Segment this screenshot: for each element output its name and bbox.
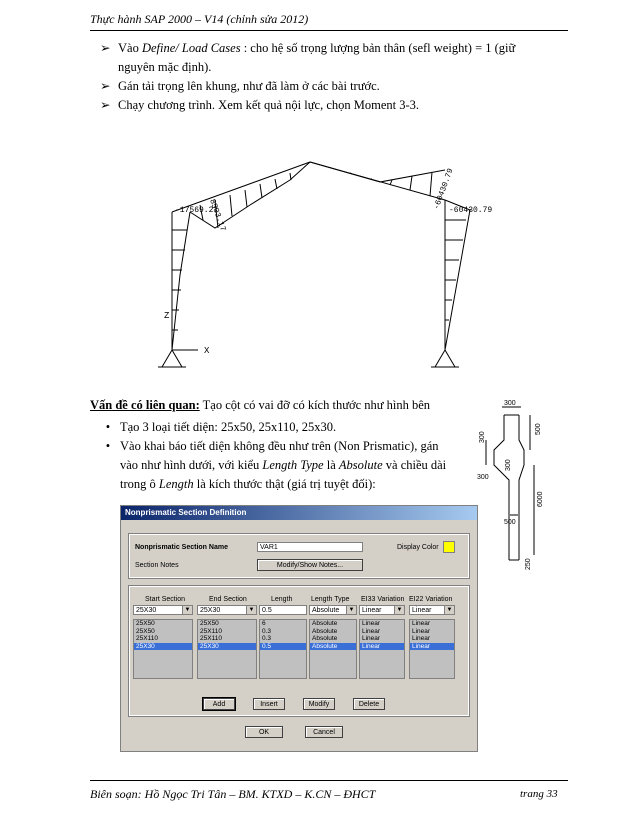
arrow-bullet-icon: ➢: [100, 41, 111, 55]
column-sketch: [474, 395, 564, 575]
name-group: [129, 534, 469, 578]
modify-button[interactable]: Modify: [303, 698, 335, 710]
arrow-bullet-icon: ➢: [100, 98, 111, 112]
section-name-label: Nonprismatic Section Name: [135, 544, 228, 551]
column-outline-left: [494, 415, 509, 560]
end-section-list[interactable]: [197, 619, 257, 679]
dot-bullet-icon: •: [105, 420, 111, 434]
axis-x-label: X: [204, 346, 210, 356]
ok-button[interactable]: OK: [245, 726, 283, 738]
moment-label: -60430.79: [432, 167, 456, 212]
start-section-list[interactable]: [133, 619, 193, 679]
axis-z-label: Z: [164, 311, 170, 321]
col-header: End Section: [209, 596, 247, 603]
end-section-select[interactable]: 25X30 ▼: [197, 605, 257, 615]
section-heading: Vấn đề có liên quan:: [90, 398, 200, 412]
section-heading-line: Vấn đề có liên quan: Tạo cột có vai đỡ có kích thước như hình bên: [90, 398, 431, 412]
list-item[interactable]: 25X50: [200, 620, 219, 627]
bullet-item: ➢ Gán tải trọng lên khung, như đã làm ở các bài trước.: [100, 77, 565, 96]
list-item[interactable]: Absolute: [312, 627, 338, 635]
delete-button[interactable]: Delete: [353, 698, 385, 710]
list-item-selected[interactable]: 25X30: [134, 643, 192, 651]
chevron-down-icon[interactable]: ▼: [346, 606, 356, 614]
modify-notes-button[interactable]: Modify/Show Notes...: [257, 559, 363, 571]
list-item[interactable]: Linear: [362, 635, 381, 643]
list-item[interactable]: Linear: [412, 635, 431, 643]
list-item-selected[interactable]: 25X30: [198, 643, 256, 651]
dim-label: 250: [525, 558, 532, 570]
list-item: • Vào khai báo tiết diện không đều như trên (Non Prismatic), gán: [96, 437, 466, 456]
length-input[interactable]: 0.5: [259, 605, 307, 615]
dim-label: 500: [535, 423, 542, 435]
ei22-list[interactable]: [409, 619, 455, 679]
col-header: Start Section: [145, 596, 186, 603]
list-item[interactable]: 25X110: [136, 635, 158, 643]
chevron-down-icon[interactable]: ▼: [394, 606, 404, 614]
start-section-select[interactable]: 25X30 ▼: [133, 605, 193, 615]
list-item[interactable]: 6: [262, 620, 266, 627]
list-item-continuation: vào như hình dưới, với kiểu Length Type là Absolute và chiều dài: [120, 458, 447, 472]
chevron-down-icon[interactable]: ▼: [246, 606, 256, 614]
bullet-item: ➢ Chạy chương trình. Xem kết quả nội lực, chọn Moment 3-3.: [100, 96, 565, 115]
list-item-selected[interactable]: 0.5: [260, 643, 306, 651]
dim-label: 300: [479, 431, 486, 443]
pin-support-right: [431, 350, 459, 367]
col-header: EI22 Variation: [409, 596, 453, 603]
list-item[interactable]: Absolute: [312, 620, 338, 627]
dialog-title: Nonprismatic Section Definition: [121, 506, 477, 520]
footer-rule: [90, 780, 568, 781]
list-item: • Tạo 3 loại tiết diện: 25x50, 25x110, 25x30.: [96, 418, 466, 437]
bullet-item: ➢ Vào Define/ Load Cases : cho hệ số trọng lượng bản thân (sefl weight) = 1 (giữ: [100, 39, 565, 58]
moment-label: -17569.27: [175, 206, 219, 215]
add-button[interactable]: Add: [203, 698, 235, 710]
nonprismatic-dialog: [120, 505, 478, 752]
list-item[interactable]: 25X110: [200, 635, 222, 643]
column-outline-right: [519, 415, 524, 560]
left-rafter: [172, 162, 310, 212]
related-bullets: [96, 418, 466, 494]
list-item[interactable]: 25X110: [200, 627, 222, 635]
list-item[interactable]: 25X50: [136, 627, 155, 635]
list-item-selected[interactable]: Linear: [360, 643, 404, 651]
list-item[interactable]: 25X50: [136, 620, 155, 627]
chevron-down-icon[interactable]: ▼: [182, 606, 192, 614]
dim-label: 6000: [537, 491, 544, 507]
dim-label: 500: [504, 519, 516, 526]
cancel-button[interactable]: Cancel: [305, 726, 343, 738]
ei33-list[interactable]: [359, 619, 405, 679]
moment-label: -60430.79: [449, 206, 493, 215]
list-item-selected[interactable]: Linear: [410, 643, 454, 651]
section-name-input[interactable]: VAR1: [257, 542, 363, 552]
dim-label: 300: [504, 400, 516, 407]
axes-icon: [172, 325, 198, 350]
footer-author: Biên soạn: Hồ Ngọc Tri Tân – BM. KTXD – K.CN – ĐHCT: [90, 787, 376, 801]
list-item-continuation: trong ô Length là kích thước thật (giá trị tuyệt đối):: [120, 477, 376, 491]
list-item-selected[interactable]: Absolute: [310, 643, 356, 651]
moment-label: 8503.17: [207, 197, 228, 233]
insert-button[interactable]: Insert: [253, 698, 285, 710]
display-color-swatch[interactable]: [443, 541, 455, 553]
list-item[interactable]: 0.3: [262, 627, 272, 635]
dim-label: 300: [477, 474, 489, 481]
header-rule: [90, 30, 568, 31]
chevron-down-icon[interactable]: ▼: [444, 606, 454, 614]
arrow-bullet-icon: ➢: [100, 79, 111, 93]
bullet-list: [100, 39, 565, 115]
list-item[interactable]: 0.3: [262, 635, 272, 643]
list-item[interactable]: Linear: [412, 620, 431, 627]
page-header: Thực hành SAP 2000 – V14 (chỉnh sửa 2012): [90, 12, 309, 26]
length-list[interactable]: [259, 619, 307, 679]
page-number: trang 33: [520, 788, 558, 800]
dim-label: 300: [505, 459, 512, 471]
col-header: Length Type: [311, 596, 350, 603]
pin-support-left: [158, 350, 186, 367]
col-header: EI33 Variation: [361, 596, 405, 603]
display-color-label: Display Color: [397, 544, 439, 551]
list-item[interactable]: Linear: [362, 627, 381, 635]
list-item[interactable]: Linear: [362, 620, 381, 627]
length-type-list[interactable]: [309, 619, 357, 679]
dot-bullet-icon: •: [105, 439, 111, 453]
related-section: [90, 396, 450, 415]
ei33-variation-select[interactable]: Linear ▼: [359, 605, 405, 615]
moment-diagram: [140, 150, 510, 375]
length-type-select[interactable]: Absolute ▼: [309, 605, 357, 615]
col-header: Length: [271, 596, 293, 603]
list-item[interactable]: Absolute: [312, 635, 338, 643]
list-item[interactable]: Linear: [412, 627, 431, 635]
section-notes-label: Section Notes: [135, 562, 179, 569]
bullet-continuation: nguyên mặc định).: [118, 60, 212, 74]
ei22-variation-select[interactable]: Linear ▼: [409, 605, 455, 615]
